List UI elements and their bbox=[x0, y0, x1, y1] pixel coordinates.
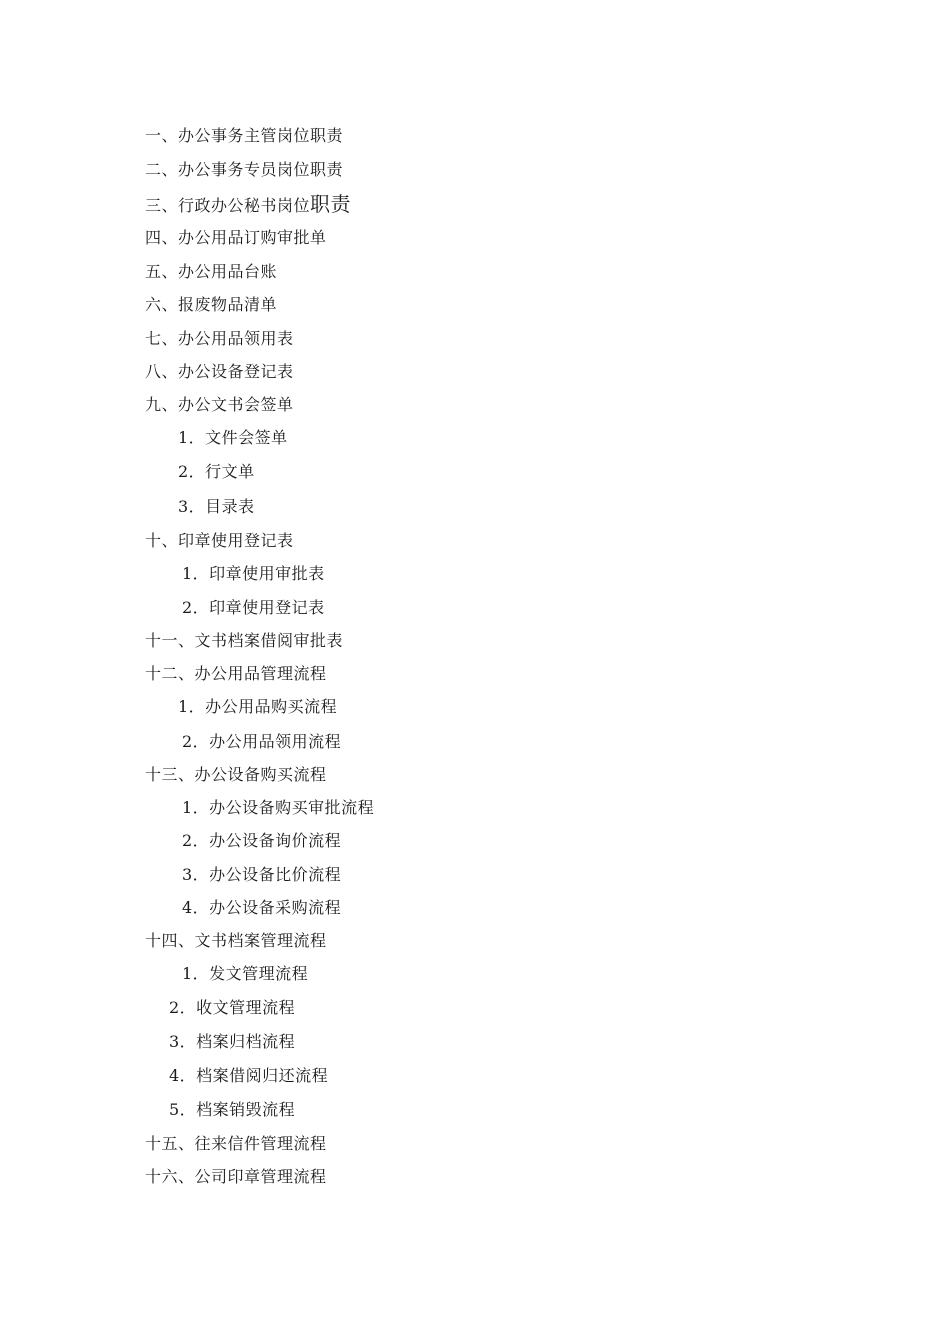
toc-item-3-text: 三、行政办公秘书岗位 bbox=[145, 196, 311, 215]
toc-item-9: 九、办公文书会签单 bbox=[145, 395, 294, 414]
toc-item-1: 一、办公事务主管岗位职责 bbox=[145, 126, 344, 145]
toc-subitem: 1．办公用品购买流程 bbox=[178, 697, 338, 716]
toc-subitem: 2．办公设备询价流程 bbox=[182, 831, 342, 850]
toc-item-8: 八、办公设备登记表 bbox=[145, 362, 294, 381]
toc-item-7: 七、办公用品领用表 bbox=[145, 329, 294, 348]
toc-subitem: 3．档案归档流程 bbox=[169, 1032, 296, 1051]
toc-item-13: 十三、办公设备购买流程 bbox=[145, 765, 327, 784]
toc-item-14: 十四、文书档案管理流程 bbox=[145, 931, 327, 950]
toc-item-3-tail: 职责 bbox=[310, 192, 352, 216]
toc-item-6: 六、报废物品清单 bbox=[145, 295, 278, 314]
toc-subitem: 4．档案借阅归还流程 bbox=[169, 1066, 329, 1085]
toc-item-10: 十、印章使用登记表 bbox=[145, 531, 294, 550]
toc-item-5: 五、办公用品台账 bbox=[145, 262, 278, 281]
toc-subitem: 3．目录表 bbox=[178, 497, 255, 516]
toc-subitem: 4．办公设备采购流程 bbox=[182, 898, 342, 917]
toc-subitem: 2．收文管理流程 bbox=[169, 998, 296, 1017]
toc-subitem: 2．行文单 bbox=[178, 462, 255, 481]
toc-item-4: 四、办公用品订购审批单 bbox=[145, 228, 327, 247]
toc-subitem: 1．印章使用审批表 bbox=[182, 564, 325, 583]
toc-subitem: 2．办公用品领用流程 bbox=[182, 732, 342, 751]
toc-subitem: 2．印章使用登记表 bbox=[182, 598, 325, 617]
toc-item-12: 十二、办公用品管理流程 bbox=[145, 664, 327, 683]
toc-subitem: 1．文件会签单 bbox=[178, 428, 288, 447]
toc-subitem: 1．发文管理流程 bbox=[182, 964, 309, 983]
toc-item-3 bbox=[145, 194, 351, 216]
toc-item-2: 二、办公事务专员岗位职责 bbox=[145, 160, 344, 179]
toc-subitem: 1．办公设备购买审批流程 bbox=[182, 798, 375, 817]
toc-item-15: 十五、往来信件管理流程 bbox=[145, 1134, 327, 1153]
toc-subitem: 5．档案销毁流程 bbox=[169, 1100, 296, 1119]
toc-item-11: 十一、文书档案借阅审批表 bbox=[145, 631, 344, 650]
toc-item-16: 十六、公司印章管理流程 bbox=[145, 1167, 327, 1186]
toc-subitem: 3．办公设备比价流程 bbox=[182, 865, 342, 884]
